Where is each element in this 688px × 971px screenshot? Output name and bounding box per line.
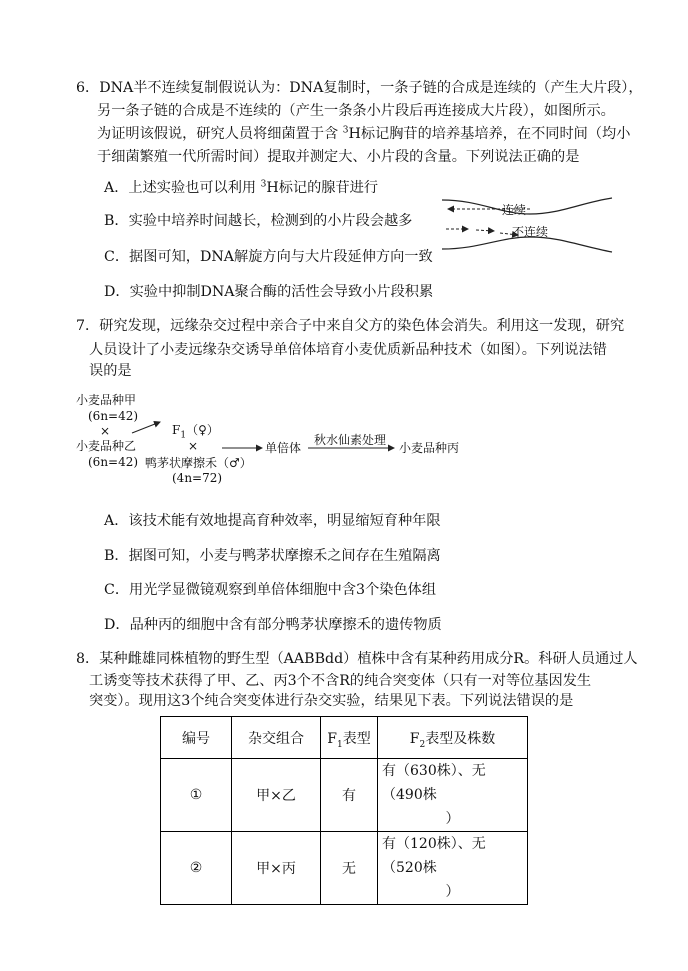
header-f1-phenotype: $F_1$表型 [321, 717, 378, 759]
figure-label-discontinuous: 不连续 [512, 225, 549, 239]
table-row [161, 759, 528, 832]
q7-option-a: A．该技术能有效地提高育种效率，明显缩短育种年限 [104, 513, 441, 529]
figure-label-continuous: 连续 [502, 203, 527, 217]
f1-label: $F_1(♀)$ [172, 423, 219, 441]
wheat-b-label: 小麦品种乙 [76, 439, 137, 453]
q8-stem-line3: 突变）。现用这3个纯合突变体进行杂交实验，结果见下表。下列说法错误的是 [89, 693, 574, 709]
row2-combination: 甲×丙 [232, 832, 321, 905]
q6-stem-line1: 6．DNA半不连续复制假说认为：DNA复制时，一条子链的合成是连续的（产生大片段）， [76, 80, 643, 96]
q7-option-c: C．用光学显微镜观察到单倍体细胞中含3个染色体组 [104, 582, 437, 598]
q8-stem-line2: 工诱变等技术获得了甲、乙、丙3个不含R的纯合突变体（只有一对等位基因发生 [89, 673, 592, 689]
q7-option-d: D．品种丙的细胞中含有部分鸭茅状摩擦禾的遗传物质 [104, 617, 442, 633]
q7-option-b: B．据图可知，小麦与鸭茅状摩擦禾之间存在生殖隔离 [104, 548, 441, 564]
q6-option-b: B．实验中培养时间越长，检测到的小片段会越多 [104, 213, 413, 229]
row2-f2: 有（120株）、无（520株 ） [378, 832, 528, 905]
row2-f1: 无 [321, 832, 378, 905]
colchicine-treatment-label: 秋水仙素处理 [314, 433, 387, 447]
haploid-label: 单倍体 [265, 441, 302, 455]
row1-combination: 甲×乙 [232, 759, 321, 832]
q6-stem-line3: 为证明该假说，研究人员将细菌置于含 $^3$H标记胸苷的培养基培养，在不同时间（均小 [97, 125, 631, 142]
row1-f2: 有（630株）、无（490株 ） [378, 759, 528, 832]
q7-stem-line2: 人员设计了小麦远缘杂交诱导单倍体培育小麦优质新品种技术（如图）。下列说法错 [89, 342, 607, 358]
cross-symbol-1: × [100, 424, 111, 438]
table-row [161, 832, 528, 905]
q6-stem-line4: 于细菌繁殖一代所需时间）提取并测定大、小片段的含量。下列说法正确的是 [97, 149, 580, 165]
header-f2-phenotype: $F_2$表型及株数 [378, 717, 528, 759]
q8-stem-line1: 8．某种雌雄同株植物的野生型（AABBdd）植株中含有某种药用成分R。科研人员通过人 [76, 651, 638, 667]
q7-stem-line1: 7．研究发现，远缘杂交过程中亲合子中来自父方的染色体会消失。利用这一发现，研究 [76, 318, 625, 334]
header-cross-combination: 杂交组合 [232, 717, 321, 759]
row1-number: ① [161, 759, 232, 832]
cross-symbol-2: × [188, 439, 199, 453]
cross-results-table [160, 716, 528, 905]
wheat-b-ploidy: (6n=42) [88, 455, 139, 469]
q6-option-c: C．据图可知，DNA解旋方向与大片段延伸方向一致 [104, 249, 433, 265]
q6-option-d: D．实验中抑制DNA聚合酶的活性会导致小片段积累 [104, 284, 434, 300]
wheat-c-label: 小麦品种丙 [399, 441, 460, 455]
header-number: 编号 [161, 717, 232, 759]
q7-stem-line3: 误的是 [89, 363, 132, 379]
row2-number: ② [161, 832, 232, 905]
wheat-a-ploidy: (6n=42) [88, 409, 139, 423]
wheat-a-label: 小麦品种甲 [76, 393, 137, 407]
grass-ploidy: (4n=72) [172, 471, 223, 485]
parent-strand-top [442, 198, 612, 214]
q6-stem-line2: 另一条子链的合成是不连续的（产生一条条小片段后再连接成大片段），如图所示。 [97, 103, 615, 119]
row1-f1: 有 [321, 759, 378, 832]
grass-label: 鸭茅状摩擦禾（♂） [145, 456, 252, 470]
q6-option-a: A．上述实验也可以利用 $^3$H标记的腺苷进行 [104, 179, 379, 196]
table-header-row [161, 717, 528, 759]
lagging-fragment-arrow-2 [476, 230, 494, 231]
